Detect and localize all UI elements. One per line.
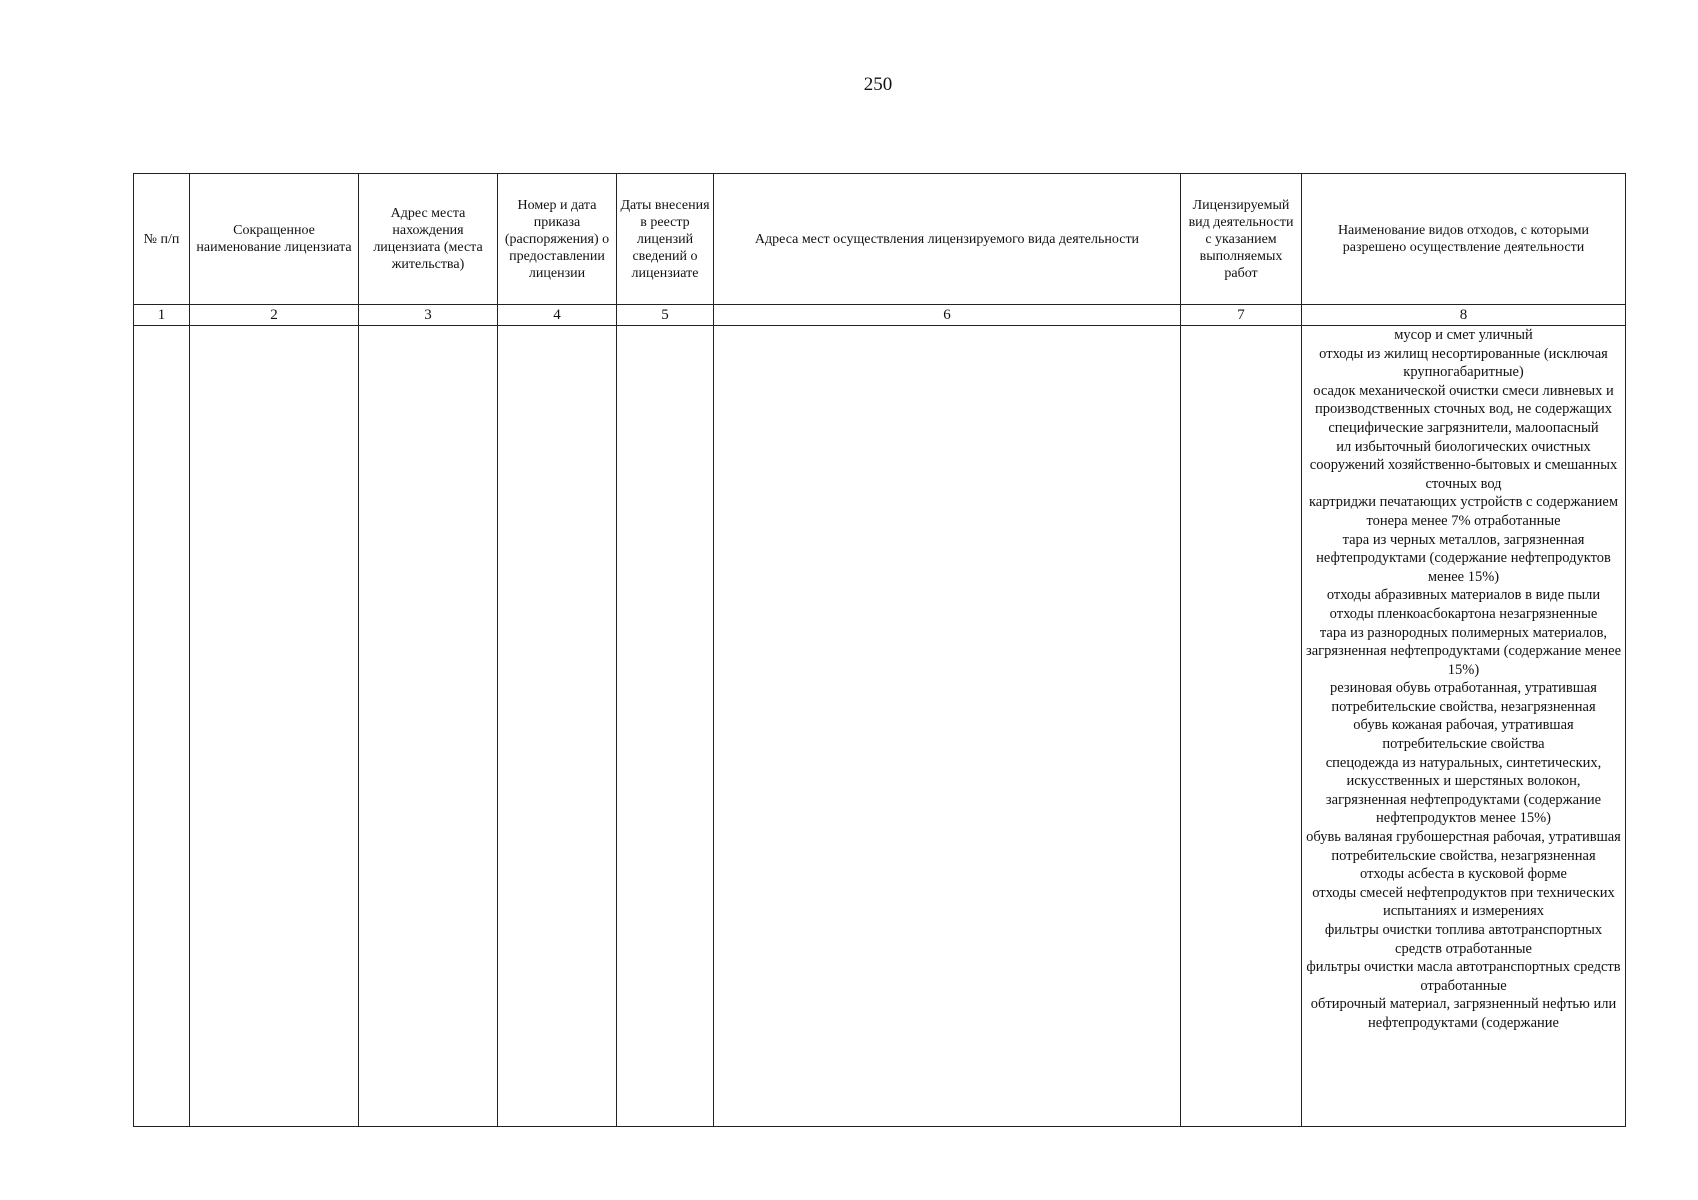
- column-number: 6: [714, 305, 1181, 326]
- table-header-row: [134, 174, 1626, 305]
- list-item: ил избыточный биологических очистных сооружений хозяйственно-бытовых и смешанных сточных вод: [1309, 438, 1618, 492]
- column-number: 8: [1302, 305, 1626, 326]
- column-number-row: [134, 305, 1626, 326]
- list-item: картриджи печатающих устройств с содержанием тонера менее 7% отработанные: [1308, 494, 1619, 529]
- waste-types-list: [1305, 326, 1622, 1033]
- header-licensee-name: Сокращенное наименование лицензиата: [190, 174, 359, 305]
- header-number: № п/п: [134, 174, 190, 305]
- list-item: мусор и смет уличный: [1394, 327, 1533, 343]
- list-item: обтирочный материал, загрязненный нефтью или нефтепродуктами (содержание: [1310, 996, 1617, 1031]
- list-item: отходы смесей нефтепродуктов при технических испытаниях и измерениях: [1312, 884, 1615, 920]
- cell-activity-addresses: [714, 326, 1181, 1127]
- cell-waste-types: [1302, 326, 1626, 1127]
- table-row: [134, 326, 1626, 1127]
- header-waste-types: Наименование видов отходов, с которыми разрешено осуществление деятельности: [1302, 174, 1626, 305]
- column-number: 3: [359, 305, 498, 326]
- header-order-number-date: Номер и дата приказа (распоряжения) о предоставлении лицензии: [498, 174, 617, 305]
- list-item: отходы асбеста в кусковой форме: [1360, 866, 1567, 883]
- column-number: 4: [498, 305, 617, 326]
- list-item: фильтры очистки масла автотранспортных средств отработанные: [1306, 959, 1621, 994]
- list-item: тара из черных металлов, загрязненная нефтепродуктами (содержание нефтепродуктов менее 15%): [1316, 531, 1611, 585]
- cell-order: [498, 326, 617, 1127]
- cell-registry-dates: [617, 326, 714, 1127]
- list-item: отходы из жилищ несортированные (исключая крупногабаритные): [1319, 345, 1608, 381]
- cell-licensee-name: [190, 326, 359, 1127]
- header-activity-addresses: Адреса мест осуществления лицензируемого вида деятельности: [714, 174, 1181, 305]
- list-item: резиновая обувь отработанная, утратившая потребительские свойства, незагрязненная: [1330, 680, 1597, 715]
- list-item: отходы пленкоасбокартона незагрязненные: [1329, 605, 1598, 622]
- column-number: 7: [1181, 305, 1302, 326]
- list-item: осадок механической очистки смеси ливневых и производственных сточных вод, не содержащих специфические загрязнители, малоопасный: [1313, 382, 1614, 436]
- list-item: отходы абразивных материалов в виде пыли: [1326, 587, 1601, 604]
- cell-licensee-address: [359, 326, 498, 1127]
- header-licensee-address: Адрес места нахождения лицензиата (места жительства): [359, 174, 498, 305]
- column-number: 1: [134, 305, 190, 326]
- list-item: обувь валяная грубошерстная рабочая, утратившая потребительские свойства, незагрязненная: [1306, 829, 1621, 864]
- license-registry-table: [133, 173, 1626, 1127]
- list-item: фильтры очистки топлива автотранспортных средств отработанные: [1324, 922, 1603, 957]
- header-registry-dates: Даты внесения в реестр лицензий сведений о лицензиате: [617, 174, 714, 305]
- column-number: 2: [190, 305, 359, 326]
- list-item: обувь кожаная рабочая, утратившая потребительские свойства: [1353, 717, 1574, 753]
- header-activity-type: Лицензируемый вид деятельности с указанием выполняемых работ: [1181, 174, 1302, 305]
- column-number: 5: [617, 305, 714, 326]
- cell-number: [134, 326, 190, 1127]
- list-item: спецодежда из натуральных, синтетических, искусственных и шерстяных волокон, загрязненная нефтепродуктами (содержание нефтепродуктов менее 15%): [1325, 754, 1602, 827]
- page-number: 250: [863, 74, 893, 95]
- list-item: тара из разнородных полимерных материалов, загрязненная нефтепродуктами (содержание менее 15%): [1306, 624, 1622, 678]
- cell-activity-type: [1181, 326, 1302, 1127]
